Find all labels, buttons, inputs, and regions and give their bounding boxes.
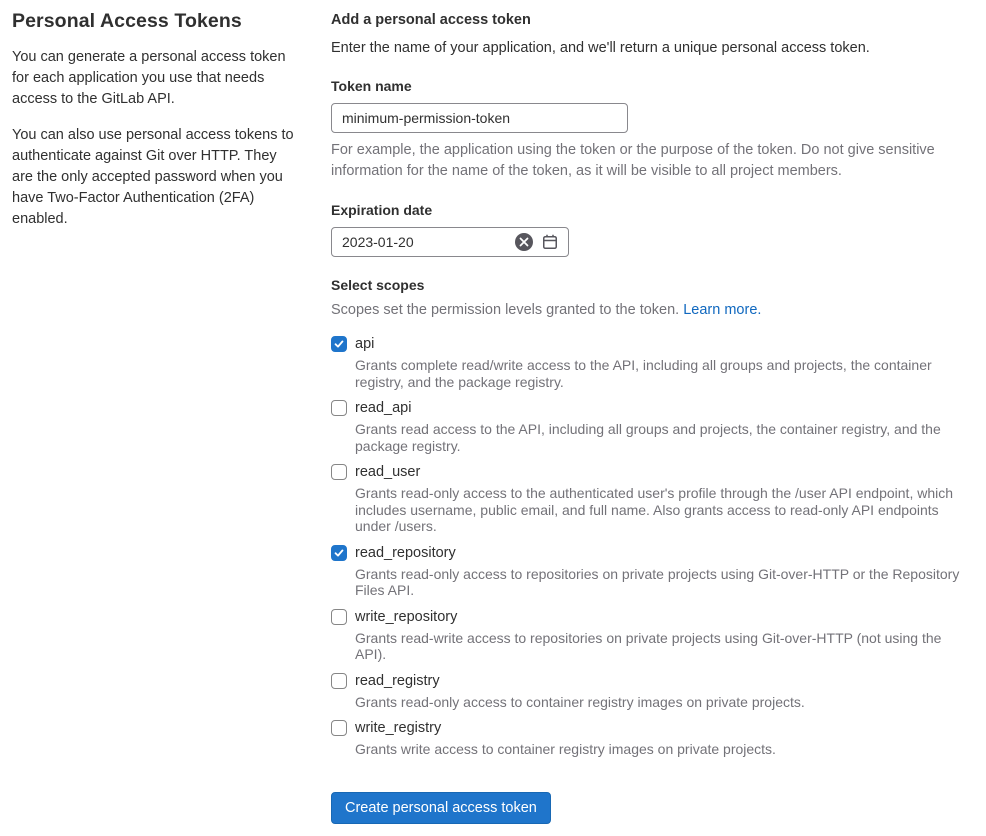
scope-checkbox-read_api[interactable]: [331, 400, 347, 416]
scope-checkbox-write_registry[interactable]: [331, 720, 347, 736]
scopes-list: [331, 334, 974, 758]
scope-checkbox-api[interactable]: [331, 336, 347, 352]
scope-checkbox-read_repository[interactable]: [331, 545, 347, 561]
scope-name[interactable]: read_registry: [355, 672, 440, 689]
scope-row-api: [331, 334, 974, 390]
scope-checkbox-write_repository[interactable]: [331, 609, 347, 625]
token-name-help: For example, the application using the token or the purpose of the token. Do not give sensitive information for the name of the token, as it will be visible to all project members.: [331, 142, 935, 179]
scope-name[interactable]: read_api: [355, 400, 412, 416]
scope-checkbox-read_user[interactable]: [331, 464, 347, 480]
scope-name[interactable]: api: [355, 336, 375, 352]
scope-description: Grants read access to the API, including all groups and projects, the container registry, and the package registry.: [355, 421, 941, 454]
scopes-help: [331, 302, 974, 318]
scope-description: Grants read-write access to repositories on private projects using Git-over-HTTP (not using the API).: [355, 629, 942, 662]
calendar-icon[interactable]: [541, 233, 559, 251]
token-form: [315, 10, 974, 824]
expiration-date-label: Expiration date: [331, 202, 433, 218]
learn-more-link[interactable]: Learn more.: [683, 302, 762, 318]
page-title: Personal Access Tokens: [12, 10, 242, 32]
expiration-date-value[interactable]: 2023-01-20: [342, 234, 414, 250]
scope-row-read_repository: [331, 543, 974, 599]
scope-name[interactable]: write_repository: [355, 608, 458, 625]
scope-row-read_user: [331, 462, 974, 535]
scope-description: Grants complete read/write access to the API, including all groups and projects, the container registry, and the package registry.: [355, 357, 932, 390]
scope-description: Grants read-only access to repositories on private projects using Git-over-HTTP or the Repository Files API.: [355, 565, 960, 598]
scope-name[interactable]: write_registry: [355, 720, 442, 736]
description-paragraph-1: You can generate a personal access token for each application you use that needs access to the GitLab API.: [12, 49, 286, 107]
token-name-label: Token name: [331, 78, 412, 94]
create-token-button[interactable]: Create personal access token: [331, 792, 551, 824]
scope-description: Grants write access to container registry images on private projects.: [355, 741, 776, 757]
scope-row-read_api: [331, 398, 974, 454]
expiration-date-input[interactable]: [331, 227, 569, 257]
scope-row-write_repository: [331, 607, 974, 663]
clear-date-icon[interactable]: [515, 233, 533, 251]
scopes-help-text: Scopes set the permission levels granted to the token.: [331, 302, 680, 318]
scope-checkbox-read_registry[interactable]: [331, 673, 347, 689]
scope-description: Grants read-only access to container registry images on private projects.: [355, 693, 805, 710]
description-paragraph-2: You can also use personal access tokens to authenticate against Git over HTTP. They are the only accepted password when you have Two-Factor Authentication (2FA) enabled.: [12, 127, 294, 227]
description-column: [12, 10, 315, 824]
scope-row-write_registry: [331, 718, 974, 758]
select-scopes-label: Select scopes: [331, 277, 425, 293]
scope-name[interactable]: read_repository: [355, 544, 456, 561]
scope-description: Grants read-only access to the authenticated user's profile through the /user API endpoint, which includes username, public email, and full name. Also grants access to read-only API endpoints under /users.: [355, 485, 954, 534]
form-subheading: Enter the name of your application, and we'll return a unique personal access token.: [331, 40, 870, 56]
scope-row-read_registry: [331, 671, 974, 711]
scope-name[interactable]: read_user: [355, 464, 421, 480]
form-heading: Add a personal access token: [331, 12, 531, 28]
token-name-input[interactable]: [331, 103, 628, 133]
